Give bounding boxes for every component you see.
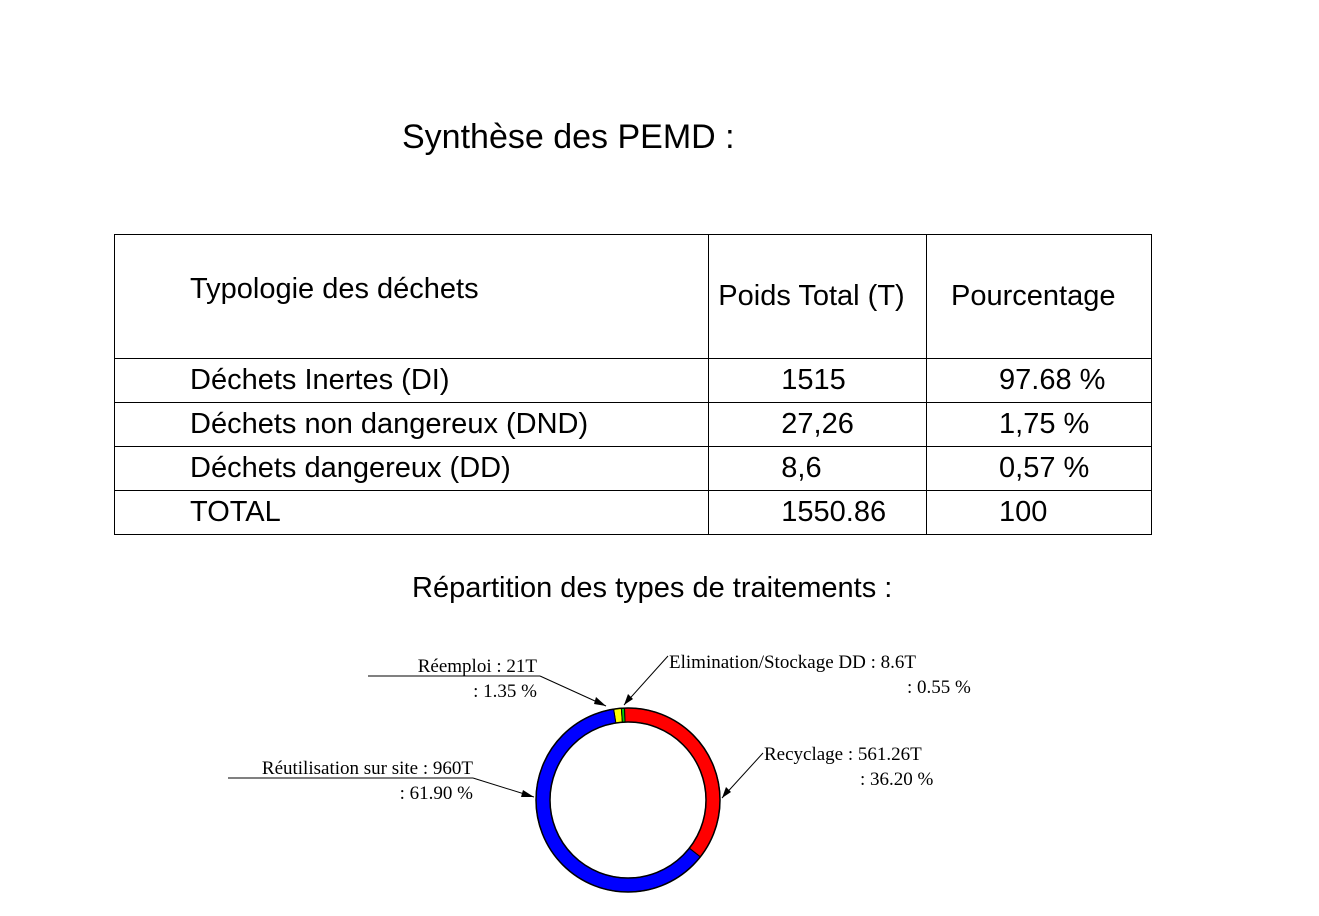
chart-title: Répartition des types de traitements : [412,572,893,604]
elimination-leader-arrow [624,694,633,705]
cell-poids: 27,26 [709,403,927,447]
elimination-label: Elimination/Stockage DD : 8.6T [669,652,916,673]
header-typologie: Typologie des déchets [115,235,709,359]
reutilisation-leader-arrow [521,790,534,797]
elimination-pct-label: : 0.55 % [907,677,971,698]
cell-poids: 8,6 [709,447,927,491]
header-poids: Poids Total (T) [709,235,927,359]
reemploi-leader-arrow [594,697,606,706]
header-pourcentage: Pourcentage [927,235,1152,359]
donut-slice-recyclage [625,708,720,857]
cell-typologie: Déchets dangereux (DD) [115,447,709,491]
reemploi-label: Réemploi : 21T [417,656,537,677]
recyclage-label: Recyclage : 561.26T [764,744,922,765]
cell-typologie: Déchets non dangereux (DND) [115,403,709,447]
reemploi-pct-label: : 1.35 % [473,681,537,702]
cell-typologie: Déchets Inertes (DI) [115,359,709,403]
cell-poids: 1550.86 [709,491,927,535]
reutilisation-label: Réutilisation sur site : 960T [261,758,473,779]
cell-pourcentage: 1,75 % [927,403,1152,447]
donut-inner-ring [550,722,706,878]
cell-pourcentage: 0,57 % [927,447,1152,491]
recyclage-pct-label: : 36.20 % [860,769,934,790]
reutilisation-pct-label: : 61.90 % [399,783,473,804]
donut-slices [536,708,720,892]
cell-typologie: TOTAL [115,491,709,535]
cell-pourcentage: 97.68 % [927,359,1152,403]
cell-poids: 1515 [709,359,927,403]
cell-pourcentage: 100 [927,491,1152,535]
recyclage-leader-arrow [722,787,731,798]
page-title: Synthèse des PEMD : [402,118,735,156]
